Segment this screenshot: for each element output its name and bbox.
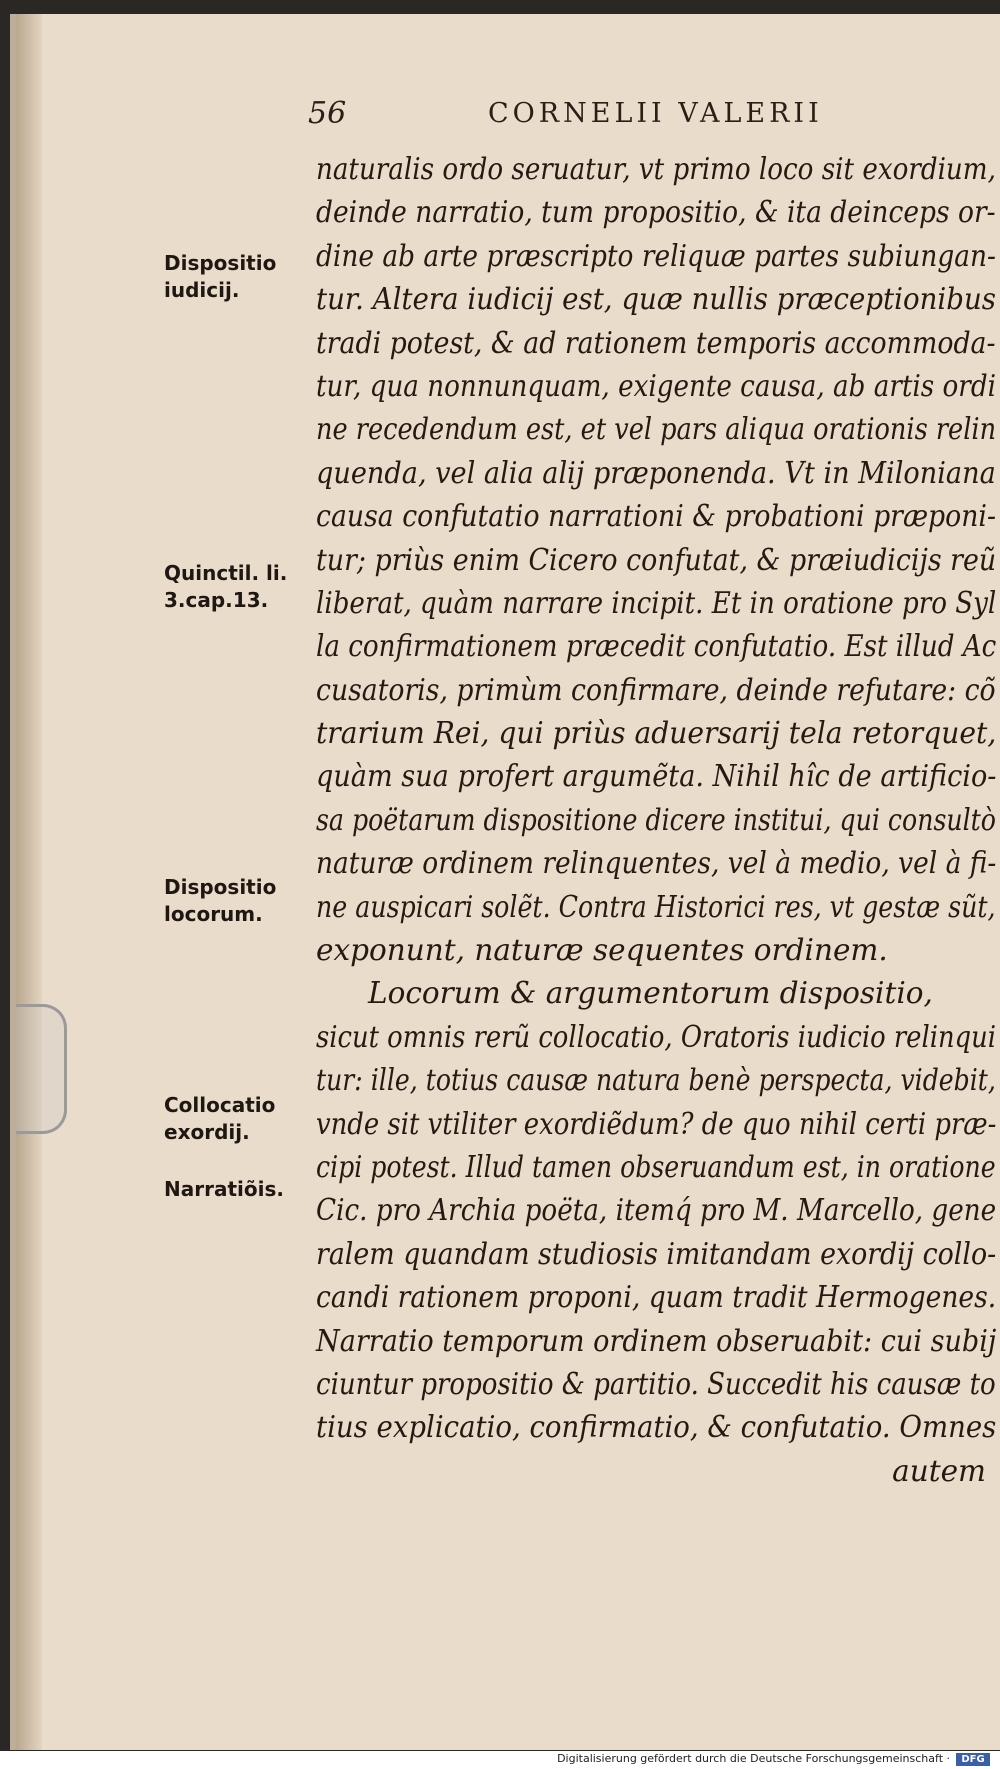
margin-note-line: Quinctil. li. <box>164 561 288 585</box>
text-line: exponunt, naturæ sequentes ordinem. <box>316 933 888 968</box>
text-line: ne auspicari solẽt. Contra Historici res, vt gestæ sũt, <box>316 889 996 924</box>
margin-note-collocatio-exordij <box>164 1092 319 1146</box>
dfg-logo: DFG <box>956 1753 990 1766</box>
text-line: liberat, quàm narrare incipit. Et in oratione pro Syl <box>316 585 997 620</box>
body-text <box>316 148 996 1493</box>
text-line: causa confutatio narrationi & probationi præponi- <box>316 499 996 534</box>
text-line: Locorum & argumentorum dispositio, <box>368 976 933 1011</box>
text-line: tur; priùs enim Cicero confutat, & præiudicijs reũ <box>316 542 997 577</box>
text-line: ne recedendum est, et vel pars aliqua orationis relin <box>316 412 997 447</box>
text-line: cipi potest. Illud tamen obseruandum est, in oratione <box>316 1149 996 1184</box>
text-line: tur. Altera iudicij est, quæ nullis præceptionibus <box>316 282 996 317</box>
book-clasp <box>16 1004 67 1134</box>
text-line: quenda, vel alia alij præponenda. Vt in Miloniana <box>316 455 996 490</box>
catchword: autem <box>892 1453 986 1488</box>
margin-note-line: Dispositio <box>164 875 277 899</box>
text-line: quàm sua profert argumẽta. Nihil hîc de artificio- <box>316 759 997 794</box>
text-line: tur, qua nonnunquam, exigente causa, ab artis ordi <box>316 368 996 403</box>
text-line: dine ab arte præscripto reliquæ partes subiungan- <box>316 238 996 273</box>
margin-note-line: Dispositio <box>164 251 277 275</box>
text-line: cusatoris, primùm confirmare, deinde refutare: cõ <box>316 672 996 707</box>
page-gutter <box>16 14 42 1750</box>
margin-note-line: iudicij. <box>164 278 240 302</box>
text-line: tur: ille, totius causæ natura benè perspecta, videbit, <box>316 1063 996 1098</box>
text-line: tius explicatio, confirmatio, & confutatio. Omnes <box>316 1410 997 1445</box>
text-line: la confirmationem præcedit confutatio. Est illud Ac <box>316 629 997 664</box>
margin-note-line: Narratiõis. <box>164 1177 284 1201</box>
margin-note-dispositio-locorum <box>164 874 319 928</box>
running-head: CORNELII VALERII <box>488 98 823 129</box>
text-line: deinde narratio, tum propositio, & ita deinceps or- <box>316 195 996 230</box>
margin-note-line: 3.cap.13. <box>164 588 269 612</box>
text-line: tradi potest, & ad rationem temporis accommoda- <box>316 325 996 360</box>
text-line: ralem quandam studiosis imitandam exordij collo- <box>316 1236 997 1271</box>
margin-note-line: exordij. <box>164 1120 250 1144</box>
text-line: sicut omnis rerũ collocatio, Oratoris iudicio relinqui <box>316 1019 997 1054</box>
text-line: Cic. pro Archia poëta, itemq́ pro M. Marcello, gene <box>316 1193 997 1228</box>
text-line: sa poëtarum dispositione dicere institui, qui consultò <box>316 802 996 837</box>
text-line: ciuntur propositio & partitio. Succedit his causæ to <box>316 1366 996 1401</box>
book-page <box>10 14 1000 1750</box>
page-number: 56 <box>308 96 347 131</box>
text-line: candi rationem proponi, quam tradit Hermogenes. <box>316 1280 997 1315</box>
margin-note-quinctilian-reference <box>164 560 319 614</box>
page-header <box>308 96 968 132</box>
text-line: trarium Rei, qui priùs aduersarij tela retorquet, <box>316 716 997 751</box>
text-line: naturæ ordinem relinquentes, vel à medio, vel à fi- <box>316 846 997 881</box>
digitization-credit: Digitalisierung gefördert durch die Deutsche Forschungsgemeinschaft · <box>557 1752 950 1765</box>
margin-note-line: locorum. <box>164 902 263 926</box>
margin-note-line: Collocatio <box>164 1093 276 1117</box>
text-line: Narratio temporum ordinem obseruabit: cui subij <box>316 1323 997 1358</box>
text-line: naturalis ordo seruatur, vt primo loco sit exordium, <box>316 152 996 186</box>
margin-note-dispositio-iudicij <box>164 250 319 304</box>
text-line: vnde sit vtiliter exordiẽdum? de quo nihil certi præ- <box>316 1106 997 1141</box>
margin-note-narrationis <box>164 1176 319 1203</box>
footer-bar <box>0 1751 1000 1769</box>
